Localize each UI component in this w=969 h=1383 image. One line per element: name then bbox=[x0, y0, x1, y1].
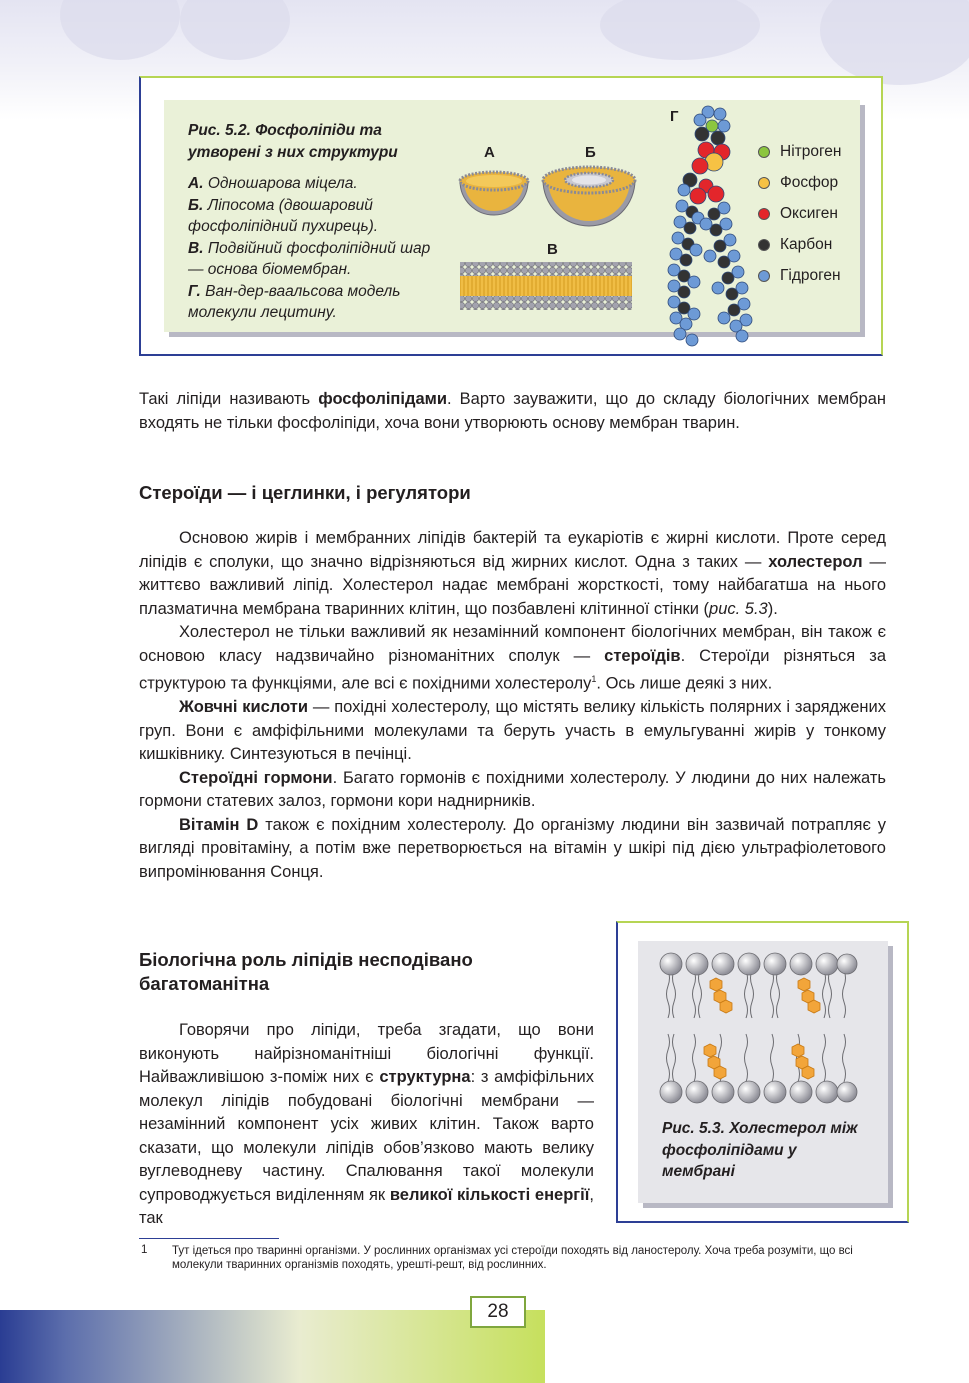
footnote-text: Тут ідеться про тваринні організми. У рослинних організмах усі стероїди походять від ланостеролу. Хоча треба розуміти, що всі молекули тваринних організмів походять, урешті-решт, від рослинних. bbox=[172, 1245, 853, 1271]
caption-item: Б. Ліпосома (двошаровий фосфоліпідний пухирець). bbox=[188, 196, 379, 235]
paragraph: Жовчні кислоти — похідні холестеролу, що містять велику кількість полярних і заряджених груп. Вони є амфіфільними молекулами та беруть участь в емульгуванні жирів у тонкому кишківнику. Синтезуються в печінці. bbox=[139, 698, 886, 763]
cholesterol-membrane-illustration bbox=[658, 950, 858, 1106]
label-v: В bbox=[547, 241, 558, 258]
caption-item: А. Одношарова міцела. bbox=[188, 175, 358, 192]
carbon-dot-icon bbox=[758, 239, 770, 251]
paragraph: Говорячи про ліпіди, треба згадати, що вони виконують найрізноманітніші біологічні функції. Найважливішою з-поміж них є структурна: з амфіфільних молекул ліпідів побудовані біологічні мембрани — незамінний компонент усіх живих клітин. Також варто сказати, що молекули ліпідів обов’язково мають велику вуглеводневу частину. Спалювання такої молекули супроводжується виділенням як великої кількості енергії, так bbox=[139, 1021, 594, 1227]
paragraph: Вітамін D також є похідним холестеролу. До організму людини він зазвичай потрапляє у вигляді провітаміну, а потім вже перетворюється на вітамін у шкірі під дією ультрафіолетового випромінювання Сонця. bbox=[139, 815, 887, 881]
section-heading-biological-role: Біологічна роль ліпідів несподівано багатоманітна bbox=[139, 949, 473, 994]
footer-gradient-bar bbox=[0, 1310, 545, 1383]
section-biological-role-body bbox=[139, 1019, 594, 1231]
legend-item-carbon: Карбон bbox=[758, 229, 841, 260]
label-g: Г bbox=[670, 108, 679, 125]
oxygen-dot-icon bbox=[758, 208, 770, 220]
paragraph: Основою жирів і мембранних ліпідів бактерій та еукаріотів є жирні кислоти. Проте серед ліпідів є сполуки, що значно відрізняються від жирних кислот. Одна з таких — холестерол — життєво важливий ліпід. Холестерол надає мембрані жорсткості, тому найбагатша на нього плазматична мембрана тваринних клітин, що позбавлені клітинної стінки (рис. 5.3). bbox=[139, 529, 886, 618]
figure-5-2-caption-body bbox=[188, 173, 448, 324]
liposome-illustration bbox=[541, 158, 637, 228]
hydrogen-dot-icon bbox=[758, 270, 770, 282]
footnote-number: 1 bbox=[141, 1244, 148, 1256]
micelle-illustration bbox=[458, 163, 530, 219]
atom-legend bbox=[758, 136, 841, 291]
label-b: Б bbox=[585, 144, 596, 161]
figure-5-3-caption: Рис. 5.3. Холестерол між фосфоліпідами у мембрані bbox=[662, 1120, 858, 1180]
label-a: А bbox=[484, 144, 495, 161]
page-number: 28 bbox=[470, 1296, 526, 1328]
phosphorus-dot-icon bbox=[758, 177, 770, 189]
bilayer-illustration bbox=[458, 260, 634, 312]
nitrogen-dot-icon bbox=[758, 146, 770, 158]
legend-item-phosphorus: Фосфор bbox=[758, 167, 841, 198]
caption-item: Г. Ван-дер-ваальсова модель молекули лецитину. bbox=[188, 282, 401, 321]
legend-item-hydrogen: Гідроген bbox=[758, 260, 841, 291]
paragraph: Стероїдні гормони. Багато гормонів є похідними холестеролу. У людини до них належать гормони статевих залоз, гормони кори наднирників. bbox=[139, 768, 886, 810]
lecithin-molecule-model bbox=[662, 104, 758, 350]
intro-paragraph: Такі ліпіди називають фосфоліпідами. Варто зауважити, що до складу біологічних мембран входять не тільки фосфоліпіди, хоча вони утворюють основу мембран тварин. bbox=[139, 390, 886, 432]
paragraph: Холестерол не тільки важливий як незамінний компонент біологічних мембран, він також є основою класу надзвичайно різноманітних сполук — стероїдів. Стероїди різняться за структурою та функціями, але всі є похідними холестеролу$^1$. Ось лише деякі з них. bbox=[139, 623, 886, 693]
footnote-rule bbox=[139, 1238, 279, 1239]
figure-5-2-caption-title: Рис. 5.2. Фосфоліпіди та утворені з них структури bbox=[188, 122, 398, 161]
section-heading-steroids: Стероїди — і цеглинки, і регулятори bbox=[139, 482, 471, 503]
caption-item: В. Подвійний фосфоліпідний шар — основа біомембран. bbox=[188, 239, 431, 278]
section-steroids-body bbox=[139, 527, 886, 884]
legend-item-oxygen: Оксиген bbox=[758, 198, 841, 229]
legend-item-nitrogen: Нітроген bbox=[758, 136, 841, 167]
